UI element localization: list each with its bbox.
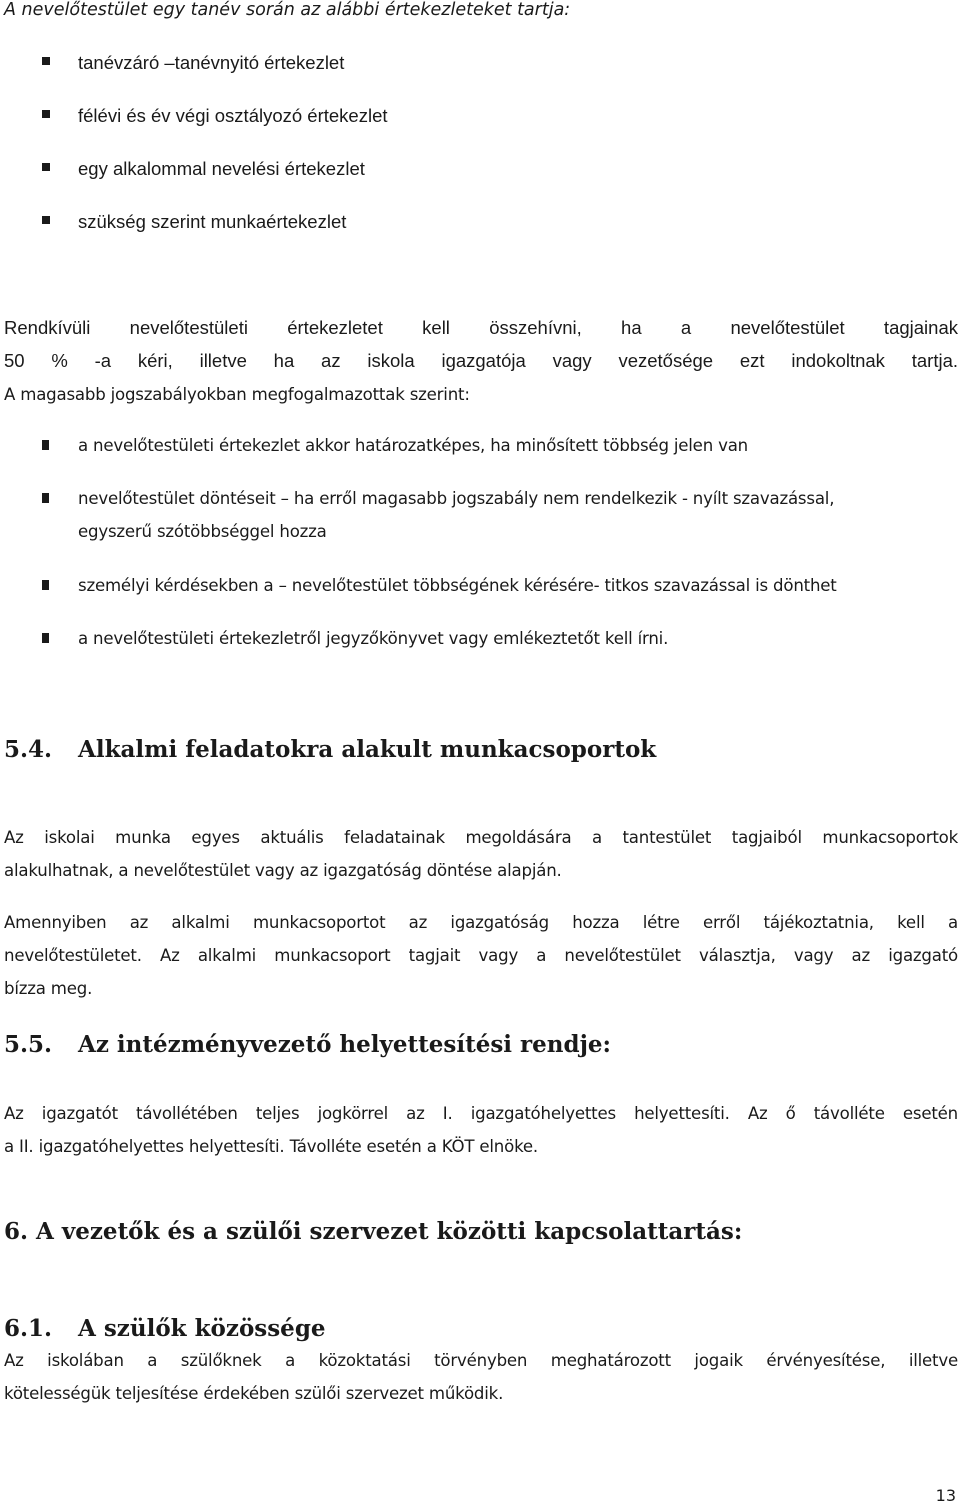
paragraph-line: A magasabb jogszabályokban megfogalmazottak szerint:: [4, 385, 470, 404]
paragraph-line: Az iskolai munka egyes aktuális feladatainak megoldására a tantestület tagjaiból munkacsoportok: [4, 828, 958, 847]
list-item: szükség szerint munkaértekezlet: [78, 211, 347, 232]
list-item: nevelőtestület döntéseit – ha erről magasabb jogszabály nem rendelkezik - nyílt szavazással,: [78, 489, 835, 508]
list-item: a nevelőtestületi értekezlet akkor határozatképes, ha minősített többség jelen van: [78, 436, 748, 455]
list-item: személyi kérdésekben a – nevelőtestület többségének kérésére- titkos szavazással is dönthet: [78, 576, 837, 595]
bullet-icon: [42, 440, 49, 450]
paragraph-line: 50 % -a kéri, illetve ha az iskola igazgatója vagy vezetősége ezt indokoltnak tartja.: [4, 350, 958, 371]
section-heading: Az intézményvezető helyettesítési rendje:: [78, 1031, 612, 1058]
list-item-continuation: egyszerű szótöbbséggel hozza: [78, 522, 327, 541]
bullet-icon: [42, 580, 49, 590]
list-item: a nevelőtestületi értekezletről jegyzőkönyvet vagy emlékeztetőt kell írni.: [78, 629, 669, 648]
section-heading: A szülők közössége: [78, 1315, 326, 1342]
chapter-heading: 6. A vezetők és a szülői szervezet közötti kapcsolattartás:: [4, 1218, 743, 1245]
bullet-icon: [42, 493, 49, 503]
bullet-icon: [42, 110, 50, 118]
section-number: 6.1.: [4, 1315, 53, 1342]
section-number: 5.4.: [4, 736, 53, 763]
paragraph-line: bízza meg.: [4, 979, 93, 998]
bullet-icon: [42, 163, 50, 171]
section-number: 5.5.: [4, 1031, 53, 1058]
paragraph-line: nevelőtestületet. Az alkalmi munkacsoport tagjait vagy a nevelőtestület választja, vagy az igazgató: [4, 946, 958, 965]
paragraph-line: alakulhatnak, a nevelőtestület vagy az igazgatóság döntése alapján.: [4, 861, 562, 880]
section-heading: Alkalmi feladatokra alakult munkacsoportok: [78, 736, 657, 763]
paragraph-line: Az iskolában a szülőknek a közoktatási törvényben meghatározott jogaik érvényesítése, illetve: [4, 1351, 958, 1370]
list-item: egy alkalommal nevelési értekezlet: [78, 158, 365, 179]
paragraph-line: Az igazgatót távollétében teljes jogkörrel az I. igazgatóhelyettes helyettesíti. Az ő távolléte esetén: [4, 1104, 958, 1123]
bullet-icon: [42, 57, 50, 65]
list-item: félévi és év végi osztályozó értekezlet: [78, 105, 388, 126]
bullet-icon: [42, 633, 49, 643]
paragraph-line: kötelességük teljesítése érdekében szülői szervezet működik.: [4, 1384, 504, 1403]
bullet-icon: [42, 216, 50, 224]
paragraph-line: a II. igazgatóhelyettes helyettesíti. Távolléte esetén a KÖT elnöke.: [4, 1137, 538, 1156]
paragraph-line: Rendkívüli nevelőtestületi értekezletet kell összehívni, ha a nevelőtestület tagjainak: [4, 317, 958, 338]
page-number: 13: [935, 1486, 956, 1505]
intro-text: A nevelőtestület egy tanév során az alábbi értekezleteket tartja:: [4, 0, 571, 20]
paragraph-line: Amennyiben az alkalmi munkacsoportot az igazgatóság hozza létre erről tájékoztatnia, kell a: [4, 913, 958, 932]
list-item: tanévzáró –tanévnyitó értekezlet: [78, 52, 345, 73]
